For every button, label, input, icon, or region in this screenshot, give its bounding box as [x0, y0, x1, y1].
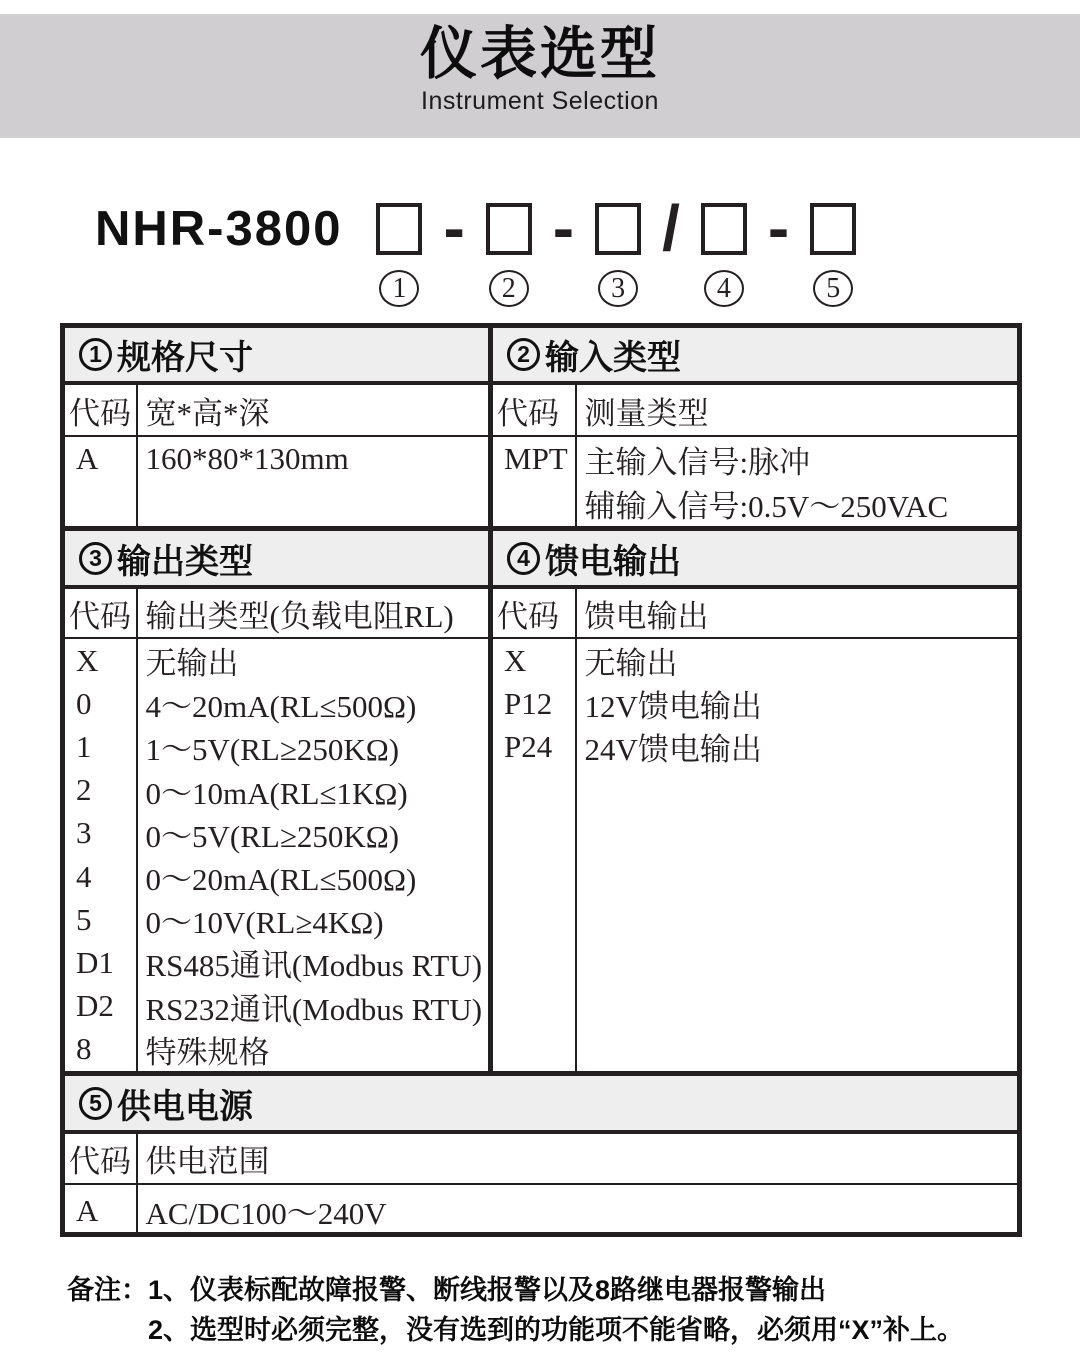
section-2-title-text: 输入类型 — [545, 339, 681, 377]
filler-cell — [493, 525, 577, 526]
row-desc: 无输出 — [584, 646, 678, 682]
slot-column — [376, 200, 422, 307]
row-code: 0 — [65, 682, 138, 725]
section-2-band — [493, 328, 1017, 381]
table-row — [493, 481, 1017, 525]
model-code-box — [701, 203, 747, 255]
slot-column — [701, 200, 747, 307]
selection-table — [60, 323, 1022, 1237]
col-header-output-type: 输出类型(负载电阻RL) — [145, 598, 454, 634]
model-code-box — [595, 203, 641, 255]
section-3-num: 3 — [89, 544, 102, 571]
row-code: D2 — [65, 985, 138, 1028]
row-code: 2 — [65, 769, 138, 812]
section-1-num: 1 — [89, 341, 102, 367]
row-code: D1 — [65, 941, 138, 984]
model-slot — [641, 192, 747, 307]
table-row — [65, 985, 488, 1028]
page-title: 仪表选型 — [420, 22, 660, 86]
table-row — [65, 1028, 488, 1071]
row-desc: 0～10V(RL≥4KΩ) — [145, 905, 384, 941]
row-desc: 0～5V(RL≥250KΩ) — [145, 818, 400, 854]
table-row — [493, 437, 1017, 481]
filler-row — [65, 481, 488, 526]
table-row — [65, 682, 488, 725]
position-number: 5 — [826, 272, 841, 304]
model-slot — [376, 200, 422, 307]
position-number: 1 — [392, 272, 407, 304]
position-number-circle — [489, 270, 529, 307]
row-code: 5 — [65, 898, 138, 941]
page-subtitle: Instrument Selection — [421, 87, 659, 115]
row-desc: AC/DC100～240V — [145, 1196, 387, 1231]
model-selection-diagram — [95, 192, 856, 307]
separator: - — [767, 192, 790, 264]
row-desc: 24V馈电输出 — [584, 732, 762, 768]
col-header-measure-type: 测量类型 — [584, 395, 709, 431]
table-row — [65, 725, 488, 768]
filler-row — [493, 525, 1017, 526]
section-1-title — [65, 330, 253, 379]
position-number-circle — [813, 270, 853, 307]
row-desc: 12V馈电输出 — [584, 689, 762, 725]
separator: - — [552, 192, 575, 264]
table-row — [65, 898, 488, 941]
row-desc: 4～20mA(RL≤500Ω) — [145, 689, 417, 725]
section-band-3-4 — [65, 531, 1017, 589]
notes-label: 备注： — [67, 1275, 148, 1305]
row-code: 4 — [65, 855, 138, 898]
row-code: X — [493, 639, 577, 682]
col-header-code: 代码 — [493, 385, 577, 435]
col-header-code: 代码 — [65, 385, 138, 435]
row-code: MPT — [493, 437, 577, 481]
row-code: 1 — [65, 725, 138, 768]
row-code: P24 — [493, 725, 577, 768]
row-desc-line-1: 主输入信号:脉冲 — [584, 444, 811, 480]
section-4-band — [493, 531, 1017, 585]
model-number: NHR-3800 — [95, 202, 343, 256]
section-4-data — [493, 639, 1017, 1071]
filler-row — [493, 769, 1017, 1071]
row-desc: 0～10mA(RL≤1KΩ) — [145, 775, 408, 811]
section-band-1-2 — [65, 328, 1017, 385]
table-row — [65, 812, 488, 855]
row-code-empty — [493, 481, 577, 525]
data-row-5 — [65, 1185, 1017, 1236]
row-code: 3 — [65, 812, 138, 855]
section-4-title-text: 馈电输出 — [545, 542, 681, 581]
page-header — [0, 14, 1080, 138]
table-row — [493, 639, 1017, 682]
section-2-data — [493, 437, 1017, 526]
table-row — [65, 639, 488, 682]
section-4-title — [493, 534, 681, 583]
col-header-power-range: 供电范围 — [145, 1144, 270, 1179]
notes — [67, 1270, 964, 1350]
section-5-title — [65, 1076, 253, 1130]
section-2-title — [493, 330, 681, 379]
model-code-box — [810, 203, 856, 255]
row-desc: RS485通讯(Modbus RTU) — [145, 948, 483, 984]
section-1-band — [65, 328, 493, 381]
position-number: 3 — [611, 272, 626, 304]
table-row — [65, 941, 488, 984]
position-number: 2 — [501, 272, 516, 304]
separator: - — [443, 192, 465, 264]
circled-number-5 — [79, 1087, 112, 1120]
section-4-num: 4 — [517, 544, 530, 571]
circled-number-4 — [507, 542, 540, 575]
section-3-data — [65, 639, 493, 1071]
slot-column — [810, 200, 856, 307]
table-row — [65, 855, 488, 898]
header-row-5 — [65, 1134, 1017, 1185]
table-row — [493, 682, 1017, 725]
col-header-feed-output: 馈电输出 — [584, 598, 709, 634]
model-slot — [747, 192, 856, 307]
section-3-header — [65, 589, 493, 637]
header-row-3-4 — [65, 589, 1017, 639]
row-desc-line-2: 辅输入信号:0.5V～250VAC — [584, 488, 949, 524]
col-header-code: 代码 — [493, 589, 577, 637]
section-1-header — [65, 385, 493, 435]
note-item: 1、仪表标配故障报警、断线报警以及8路继电器报警输出 — [148, 1275, 827, 1305]
section-4-header — [493, 589, 1017, 637]
section-1-title-text: 规格尺寸 — [117, 339, 253, 377]
table-row — [493, 725, 1017, 768]
section-3-band — [65, 531, 493, 585]
model-slot — [532, 192, 641, 307]
model-code-box — [376, 203, 422, 255]
row-code: 8 — [65, 1028, 138, 1071]
table-row — [65, 437, 488, 481]
section-3-title — [65, 534, 253, 583]
section-2-header — [493, 385, 1017, 435]
row-code: X — [65, 639, 138, 682]
separator: / — [662, 192, 680, 264]
data-row-3-4 — [65, 639, 1017, 1076]
note-item: 2、选型时必须完整，没有选到的功能项不能省略，必须用“X”补上。 — [148, 1315, 965, 1345]
col-header-size: 宽*高*深 — [145, 395, 270, 431]
row-code: A — [65, 437, 138, 481]
section-1-data — [65, 437, 493, 526]
circled-number-2 — [507, 338, 540, 371]
circled-number-1 — [79, 338, 112, 371]
section-3-title-text: 输出类型 — [117, 542, 253, 581]
model-slot — [422, 192, 531, 307]
header-row-1-2 — [65, 385, 1017, 437]
table-row — [65, 769, 488, 812]
filler-cell — [65, 481, 138, 526]
model-code-box — [486, 203, 532, 255]
position-number-circle — [704, 270, 744, 307]
slot-column — [486, 200, 532, 307]
position-number: 4 — [716, 272, 731, 304]
notes-items — [148, 1270, 964, 1350]
section-band-5 — [65, 1076, 1017, 1134]
slot-column — [595, 200, 641, 307]
row-desc: 特殊规格 — [145, 1034, 270, 1070]
col-header-code: 代码 — [65, 1134, 138, 1183]
filler-cell — [493, 769, 577, 1071]
section-5-title-text: 供电电源 — [117, 1087, 253, 1126]
row-desc: 0～20mA(RL≤500Ω) — [145, 862, 417, 898]
position-number-circle — [379, 270, 419, 307]
circled-number-3 — [79, 542, 112, 575]
row-desc: RS232通讯(Modbus RTU) — [145, 991, 483, 1027]
data-row-1-2 — [65, 437, 1017, 531]
section-2-num: 2 — [517, 341, 530, 367]
position-number-circle — [598, 270, 638, 307]
col-header-code: 代码 — [65, 589, 138, 637]
row-code: P12 — [493, 682, 577, 725]
row-desc: 无输出 — [145, 646, 239, 682]
row-desc: 160*80*130mm — [145, 441, 349, 476]
row-code: A — [65, 1185, 138, 1236]
section-5-num: 5 — [89, 1089, 102, 1116]
row-desc: 1～5V(RL≥250KΩ) — [145, 732, 400, 768]
